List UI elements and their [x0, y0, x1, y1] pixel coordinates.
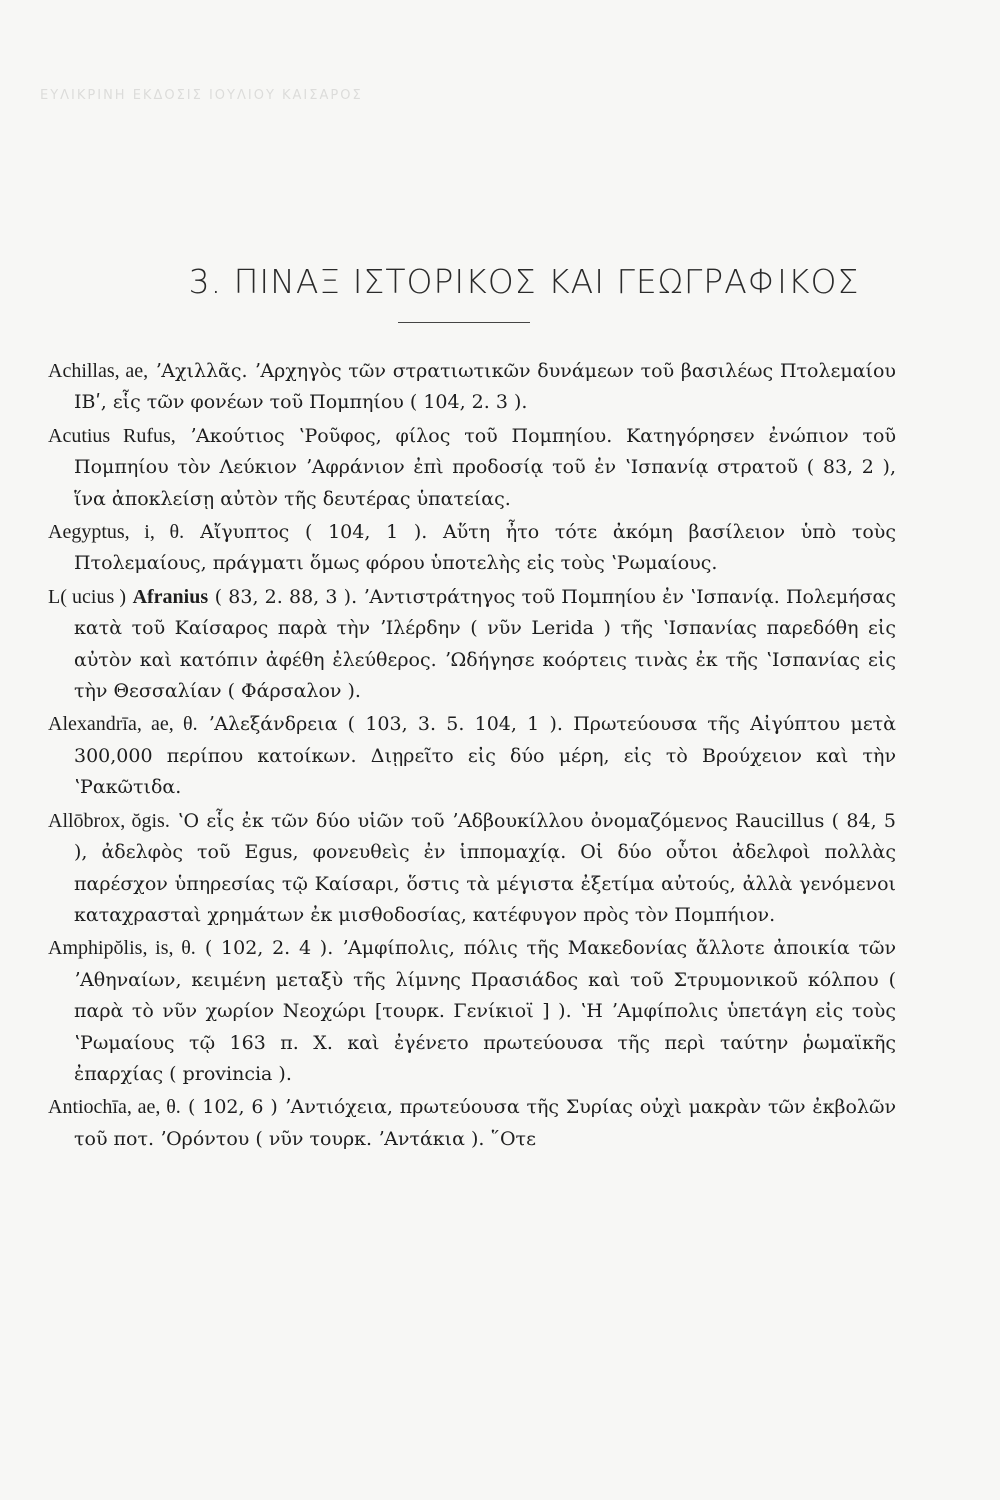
entry-lemma: L( ucius ): [48, 585, 127, 608]
entry-lemma: Antiochīa, ae, θ.: [48, 1096, 181, 1119]
entry-text: ( 83, 2. 88, 3 ). ʼΑντιστράτηγος τοῦ Πομπηίου ἐν ʽΙσπανίᾳ. Πολεμήσας κατὰ τοῦ Καίσαρος παρὰ τὴν ʼΙλέρδην ( νῦν Lerida ) τῆς ʽΙσπανίας παρεδόθη εἰς αὐτὸν καὶ κατόπιν ἀφέθη ἐλεύθερος. ʼΩδήγησε κοόρτεις τινὰς ἐκ τῆς ʽΙσπανίας εἰς τὴν Θεσσαλίαν ( Φάρσαλον ).: [74, 585, 897, 703]
entry-lemma: Achillas, ae,: [48, 360, 149, 382]
entry-lemma: Acutius Rufus,: [48, 424, 176, 447]
entry-text: ( 102, 2. 4 ). ʼΑμφίπολις, πόλις τῆς Μακεδονίας ἄλλοτε ἀποικία τῶν ʼΑθηναίων, κειμένη μεταξὺ τῆς λίμνης Πρασιάδος καὶ τοῦ Στρυμονικοῦ κόλπου ( παρὰ τὸ νῦν χωρίον Νεοχώρι [τουρκ. Γενίκιοϊ ] ). ʽΗ ʼΑμφίπολις ὑπετάγη εἰς τοὺς ʽΡωμαίους τῷ 163 π. Χ. καὶ ἐγένετο πρωτεύουσα τῆς περὶ ταύτην ῥωμαϊκῆς ἐπαρχίας ( provincia ).: [74, 937, 897, 1085]
entry-afranius: [48, 581, 896, 707]
entry-text: ʼΑκούτιος ʽΡοῦφος, φίλος τοῦ Πομπηίου. Κατηγόρησεν ἐνώπιον τοῦ Πομπηίου τὸν Λεύκιον ʼΑφράνιον ἐπὶ προδοσίᾳ τοῦ ἐν ʽΙσπανίᾳ στρατοῦ ( 83, 2 ), ἵνα ἀποκλείσῃ αὐτὸν τῆς δευτέρας ὑπατείας.: [74, 424, 897, 510]
entry-lemma: Amphipŏlis, is, θ.: [48, 937, 196, 960]
entry-text: ( 102, 6 ) ʼΑντιόχεια, πρωτεύουσα τῆς Συρίας οὐχὶ μακρὰν τῶν ἐκβολῶν τοῦ ποτ. ʼΟρόντου ( νῦν τουρκ. ʼΑντάκια ). ῞Οτε: [74, 1096, 897, 1150]
entry-lemma: Aegyptus, i, θ.: [48, 521, 185, 544]
entry-amphipolis: [48, 932, 896, 1089]
entry-lemma: Alexandrīa, ae, θ.: [48, 713, 198, 736]
title-divider: [398, 322, 530, 323]
entry-text: ʽΟ εἷς ἐκ τῶν δύο υἱῶν τοῦ ʼΑδβουκίλλου ὀνομαζόμενος Raucillus ( 84, 5 ), ἀδελφὸς τοῦ Egus, φονευθεὶς ἐν ἱππομαχίᾳ. Οἱ δύο οὗτοι ἀδελφοὶ πολλὰς παρέσχον ὑπηρεσίας τῷ Καίσαρι, ὅστις τὰ μέγιστα ἐξετίμα αὐτούς, ἀλλὰ γενόμενοι καταχρασταὶ χρημάτων ἐκ μισθοδοσίας, κατέφυγον πρὸς τὸν Πομπήιον.: [74, 809, 897, 926]
entry-aegyptus: [48, 516, 896, 579]
entry-lemma: Allōbrox, ŏgis.: [48, 809, 170, 832]
entry-achillas: [48, 355, 896, 418]
faint-bleed-through-header: ΕΥΛΙΚΡΙΝΗ ΕΚΔΟΣΙΣ ΙΟΥΛΙΟΥ ΚΑΙΣΑΡΟΣ: [40, 88, 363, 102]
entry-text: ʼΑχιλλᾶς. ʼΑρχηγὸς τῶν στρατιωτικῶν δυνάμεων τοῦ βασιλέως Πτολεμαίου ΙΒʹ, εἷς τῶν φονέων τοῦ Πομπηίου ( 104, 2. 3 ).: [74, 360, 896, 414]
index-entries: [48, 355, 896, 1156]
entry-allobrox: [48, 805, 896, 931]
entry-acutius-rufus: [48, 420, 896, 514]
entry-antiochia: [48, 1091, 896, 1154]
entry-alexandria: [48, 708, 896, 802]
entry-lemma-bold: Afranius: [132, 585, 209, 608]
entry-text: Αἴγυπτος ( 104, 1 ). Αὕτη ἦτο τότε ἀκόμη βασίλειον ὑπὸ τοὺς Πτολεμαίους, πράγματι ὅμως φόρου ὑποτελὴς εἰς τοὺς ʽΡωμαίους.: [74, 521, 896, 575]
entry-text: ʼΑλεξάνδρεια ( 103, 3. 5. 104, 1 ). Πρωτεύουσα τῆς Αἰγύπτου μετὰ 300,000 περίπου κατοίκων. Διῃρεῖτο εἰς δύο μέρη, εἰς τὸ Βρούχειον καὶ τὴν ʽΡακῶτιδα.: [74, 713, 897, 799]
page-title: 3. ΠΙΝΑΞ ΙΣΤΟΡΙΚΟΣ ΚΑΙ ΓΕΩΓΡΑΦΙΚΟΣ: [188, 262, 860, 301]
